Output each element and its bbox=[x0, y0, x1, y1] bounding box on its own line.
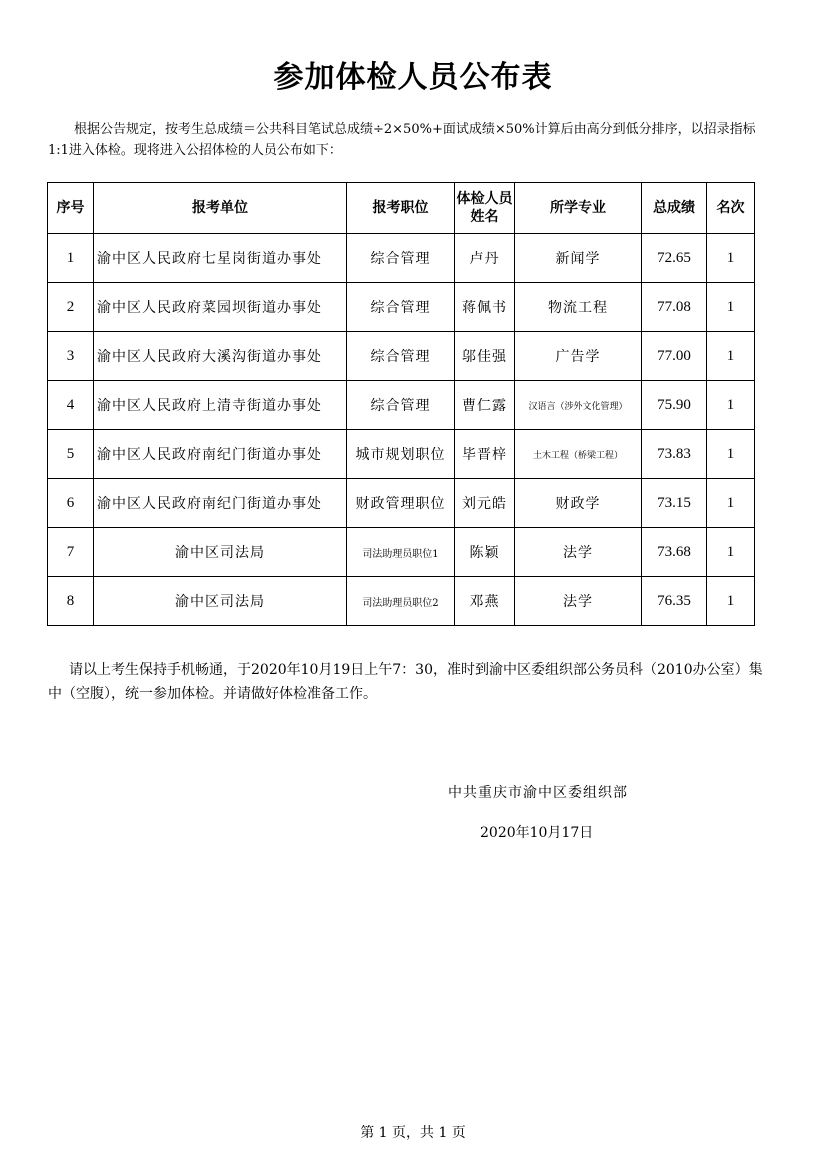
cell-unit: 渝中区人民政府大溪沟街道办事处 bbox=[94, 332, 347, 381]
cell-major: 土木工程（桥梁工程） bbox=[515, 430, 642, 479]
cell-rank: 1 bbox=[707, 528, 755, 577]
cell-no: 2 bbox=[48, 283, 94, 332]
cell-score: 73.68 bbox=[642, 528, 707, 577]
cell-major: 广告学 bbox=[515, 332, 642, 381]
table-row bbox=[48, 332, 755, 381]
cell-name: 邓燕 bbox=[455, 577, 515, 626]
cell-no: 3 bbox=[48, 332, 94, 381]
cell-no: 8 bbox=[48, 577, 94, 626]
header-rank: 名次 bbox=[707, 183, 755, 234]
cell-position: 综合管理 bbox=[347, 283, 455, 332]
cell-unit: 渝中区人民政府上清寺街道办事处 bbox=[94, 381, 347, 430]
cell-name: 刘元皓 bbox=[455, 479, 515, 528]
cell-major: 新闻学 bbox=[515, 234, 642, 283]
header-no: 序号 bbox=[48, 183, 94, 234]
cell-major: 法学 bbox=[515, 577, 642, 626]
cell-rank: 1 bbox=[707, 234, 755, 283]
cell-score: 75.90 bbox=[642, 381, 707, 430]
cell-position: 城市规划职位 bbox=[347, 430, 455, 479]
cell-rank: 1 bbox=[707, 283, 755, 332]
cell-unit: 渝中区司法局 bbox=[94, 577, 347, 626]
exam-roster-table bbox=[47, 182, 755, 626]
page-title: 参加体检人员公布表 bbox=[273, 60, 553, 95]
header-score: 总成绩 bbox=[642, 183, 707, 234]
cell-name: 曹仁露 bbox=[455, 381, 515, 430]
table-row bbox=[48, 430, 755, 479]
cell-rank: 1 bbox=[707, 577, 755, 626]
header-position: 报考职位 bbox=[347, 183, 455, 234]
cell-unit: 渝中区人民政府南纪门街道办事处 bbox=[94, 430, 347, 479]
cell-unit: 渝中区人民政府菜园坝街道办事处 bbox=[94, 283, 347, 332]
cell-rank: 1 bbox=[707, 430, 755, 479]
cell-name: 陈颖 bbox=[455, 528, 515, 577]
cell-name: 毕晋梓 bbox=[455, 430, 515, 479]
cell-major: 法学 bbox=[515, 528, 642, 577]
table-row bbox=[48, 234, 755, 283]
cell-score: 73.15 bbox=[642, 479, 707, 528]
cell-major: 财政学 bbox=[515, 479, 642, 528]
cell-major: 汉语言（涉外文化管理） bbox=[515, 381, 642, 430]
notice-paragraph: 请以上考生保持手机畅通，于2020年10月19日上午7：30，准时到渝中区委组织部公务员科（2010办公室）集中（空腹），统一参加体检。并请做好体检准备工作。 bbox=[48, 662, 763, 702]
page-number: 第 1 页，共 1 页 bbox=[360, 1125, 466, 1141]
cell-no: 4 bbox=[48, 381, 94, 430]
cell-rank: 1 bbox=[707, 479, 755, 528]
cell-position: 司法助理员职位1 bbox=[347, 528, 455, 577]
table-row bbox=[48, 528, 755, 577]
cell-major: 物流工程 bbox=[515, 283, 642, 332]
table-header-row bbox=[48, 183, 755, 234]
cell-score: 77.00 bbox=[642, 332, 707, 381]
cell-score: 73.83 bbox=[642, 430, 707, 479]
table-row bbox=[48, 479, 755, 528]
cell-no: 7 bbox=[48, 528, 94, 577]
cell-unit: 渝中区人民政府七星岗街道办事处 bbox=[94, 234, 347, 283]
cell-score: 76.35 bbox=[642, 577, 707, 626]
cell-rank: 1 bbox=[707, 381, 755, 430]
cell-name: 卢丹 bbox=[455, 234, 515, 283]
cell-score: 77.08 bbox=[642, 283, 707, 332]
issue-date: 2020年10月17日 bbox=[480, 825, 594, 841]
header-name: 体检人员姓名 bbox=[455, 183, 515, 234]
issuer-signature: 中共重庆市渝中区委组织部 bbox=[448, 785, 628, 801]
table-row bbox=[48, 577, 755, 626]
cell-unit: 渝中区人民政府南纪门街道办事处 bbox=[94, 479, 347, 528]
cell-score: 72.65 bbox=[642, 234, 707, 283]
table-row bbox=[48, 381, 755, 430]
cell-no: 6 bbox=[48, 479, 94, 528]
intro-paragraph: 根据公告规定，按考生总成绩＝公共科目笔试总成绩÷2×50%+面试成绩×50%计算后由高分到低分排序，以招录指标1:1进入体检。现将进入公招体检的人员公布如下： bbox=[48, 122, 756, 158]
cell-position: 综合管理 bbox=[347, 332, 455, 381]
header-unit: 报考单位 bbox=[94, 183, 347, 234]
table-row bbox=[48, 283, 755, 332]
header-major: 所学专业 bbox=[515, 183, 642, 234]
cell-position: 司法助理员职位2 bbox=[347, 577, 455, 626]
cell-name: 蒋佩书 bbox=[455, 283, 515, 332]
cell-position: 综合管理 bbox=[347, 381, 455, 430]
cell-position: 综合管理 bbox=[347, 234, 455, 283]
cell-position: 财政管理职位 bbox=[347, 479, 455, 528]
cell-unit: 渝中区司法局 bbox=[94, 528, 347, 577]
cell-no: 5 bbox=[48, 430, 94, 479]
cell-name: 邬佳强 bbox=[455, 332, 515, 381]
cell-no: 1 bbox=[48, 234, 94, 283]
cell-rank: 1 bbox=[707, 332, 755, 381]
